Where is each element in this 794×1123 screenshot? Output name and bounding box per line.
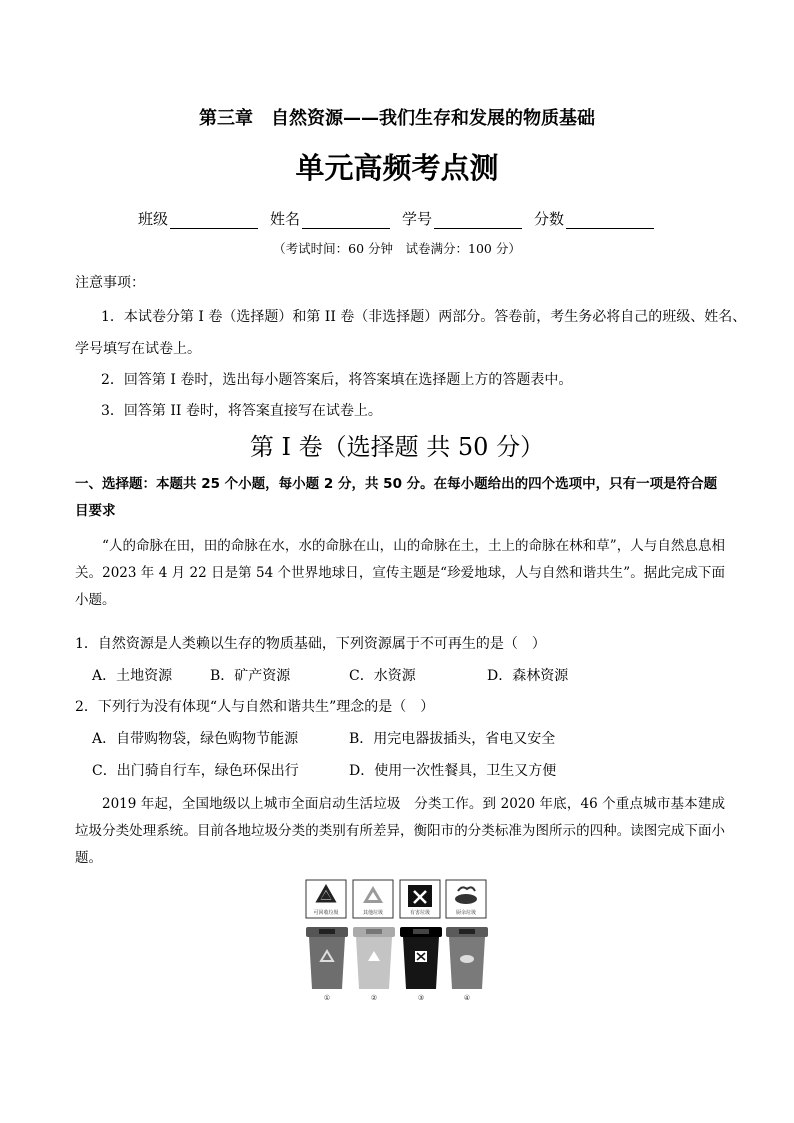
bin-marker-1: ①: [323, 994, 331, 1002]
score-blank: [566, 212, 654, 229]
class-label: 班级: [138, 210, 169, 228]
part-title: 一、选择题：本题共 25 个小题，每小题 2 分，共 50 分。在每小题给出的四个选项中，只有一项是符合题目要求: [75, 476, 718, 519]
kitchen-waste-sign-label: 厨余垃圾: [455, 910, 477, 916]
student-number-label: 学号: [402, 210, 433, 228]
other-waste-bin: [353, 927, 395, 989]
recyclable-bin: [306, 927, 348, 989]
hazardous-sign: [400, 880, 440, 918]
hazardous-icon: [408, 885, 432, 907]
q1-option-d: D．森林资源: [487, 668, 569, 684]
name-blank: [302, 212, 390, 229]
other-waste-sign: [353, 880, 393, 918]
question-2-stem: 2．下列行为没有体现“人与自然和谐共生”理念的是（ ）: [75, 699, 435, 715]
notice-item-2: 2．回答第 I 卷时，选出每小题答案后，将答案填在选择题上方的答题表中。: [101, 372, 573, 388]
hazardous-sign-label: 有害垃圾: [409, 910, 431, 916]
intro-paragraph-2: 2019 年起，全国地级以上城市全面启动生活垃圾 分类工作。到 2020 年底，46 个重点城市基本建成垃圾分类处理系统。目前各地垃圾分类的类别有所差异，衡阳市的分类标准为图所示的四种。读图完成下面小题。: [75, 796, 725, 866]
score-label: 分数: [534, 210, 565, 228]
document-title: 单元高频考点测: [295, 151, 499, 185]
bin-marker-3: ③: [417, 994, 425, 1002]
notice-item-1: 1．本试卷分第 I 卷（选择题）和第 II 卷（非选择题）两部分。答卷前，考生务必将自己的班级、姓名、: [101, 309, 747, 325]
hazardous-bin: [400, 927, 442, 989]
recyclable-sign-label: 可回收垃圾: [313, 910, 339, 916]
q2-option-a: A．自带购物袋，绿色购物节能源: [92, 731, 299, 747]
q2-option-c: C．出门骑自行车，绿色环保出行: [92, 763, 299, 779]
class-blank: [170, 212, 258, 229]
bin-marker-2: ②: [370, 994, 378, 1002]
name-label: 姓名: [270, 210, 301, 228]
notice-heading: 注意事项：: [75, 275, 145, 291]
q2-option-b: B．用完电器拔插头，省电又安全: [349, 731, 556, 747]
recyclable-sign: [306, 880, 346, 918]
garbage-bins-figure: [304, 879, 494, 1007]
intro-paragraph-1: “人的命脉在田，田的命脉在水，水的命脉在山，山的命脉在土，土上的命脉在林和草”，人与自然息息相关。2023 年 4 月 22 日是第 54 个世界地球日，宣传主题是“珍爱地球，人与自然和谐共生”。据此完成下面小题。: [75, 538, 725, 608]
section-title: 第 I 卷（选择题 共 50 分）: [249, 433, 545, 461]
kitchen-waste-bin: [446, 927, 488, 989]
q1-option-a: A．土地资源: [92, 668, 173, 684]
kitchen-waste-sign: [446, 880, 486, 918]
q2-option-d: D．使用一次性餐具，卫生又方便: [349, 763, 557, 779]
question-1-stem: 1．自然资源是人类赖以生存的物质基础，下列资源属于不可再生的是（ ）: [75, 636, 546, 652]
garbage-bins-illustration: [304, 879, 494, 1003]
q1-option-c: C．水资源: [349, 668, 416, 684]
bin-marker-4: ④: [463, 994, 471, 1002]
other-waste-sign-label: 其他垃圾: [362, 910, 384, 916]
notice-item-3: 3．回答第 II 卷时，将答案直接写在试卷上。: [101, 403, 382, 419]
document-subtitle: 第三章 自然资源——我们生存和发展的物质基础: [199, 108, 595, 129]
notice-item-1-cont: 学号填写在试卷上。: [75, 341, 201, 357]
student-number-blank: [434, 212, 522, 229]
student-info-row: [138, 208, 666, 229]
q1-option-b: B．矿产资源: [210, 668, 291, 684]
exam-meta: （考试时间：60 分钟 试卷满分：100 分）: [273, 241, 521, 256]
